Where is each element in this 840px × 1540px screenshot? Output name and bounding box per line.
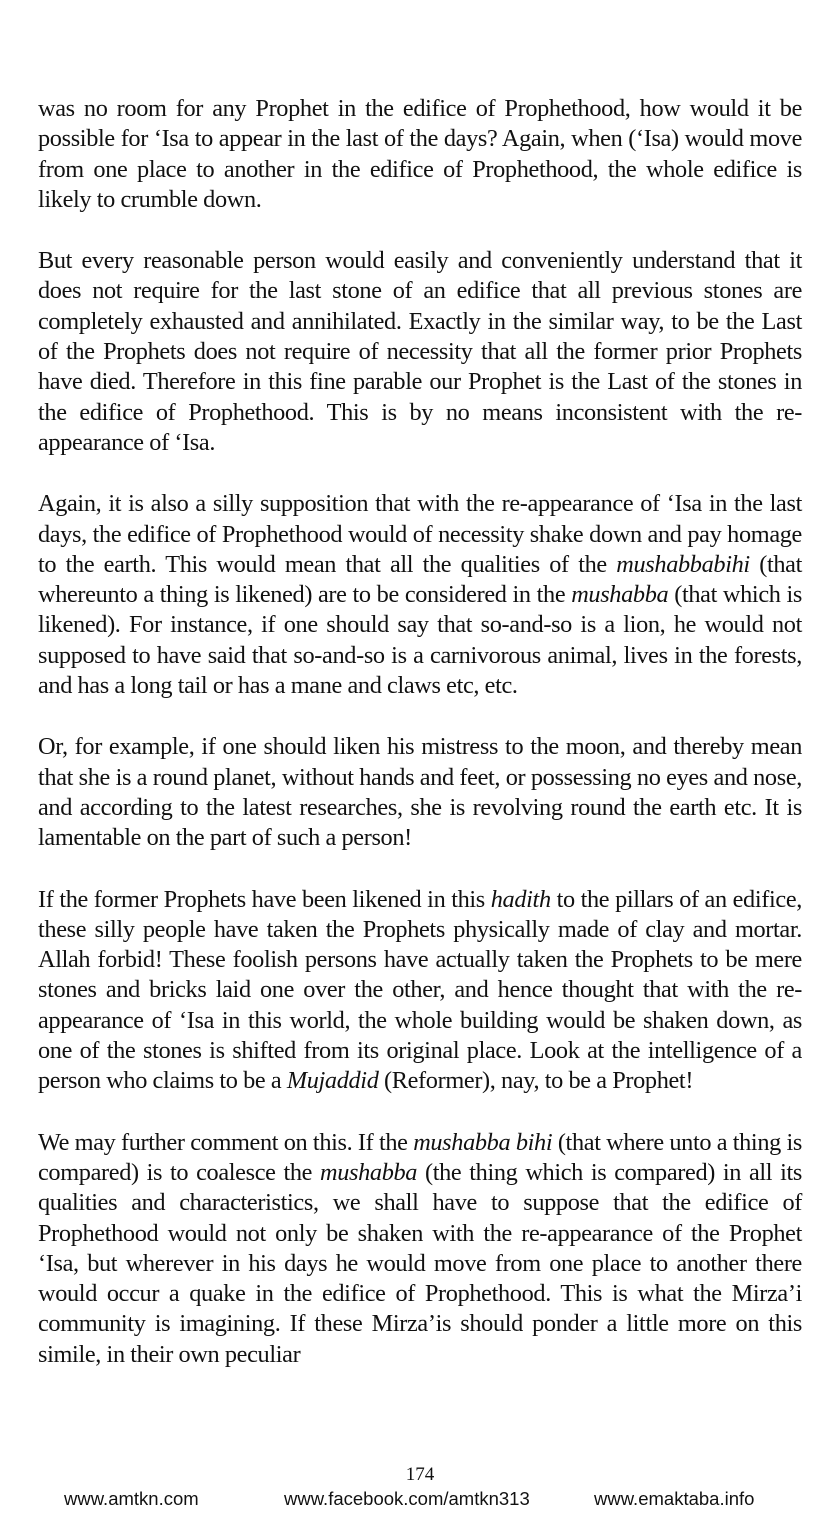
- text-run: (the thing which is compared) in all its qualities and characteristics, we shall have to suppose that the edifice of Prophethood would not only be shaken with the re-appearance of the Prophet ‘Isa, but wherever in his days he would move from one place to another there would occur a quake in the edifice of Prophethood. This is what the Mirza’i community is imagining. If these Mirza’is should ponder a little more on this simile, in their own peculiar: [38, 1158, 802, 1368]
- paragraph-5: [38, 885, 802, 1097]
- text-run: If the former Prophets have been likened in this: [38, 885, 491, 913]
- italic-term: mushabba: [571, 581, 669, 609]
- paragraph-4: [38, 732, 802, 853]
- text-run: (that where unto a thing is compared) is to coalesce the: [38, 1128, 802, 1186]
- paragraph-3: [38, 489, 802, 701]
- text-run: was no room for any Prophet in the edifice of Prophethood, how would it be possible for ‘Isa to appear in the last of the days? Again, when (‘Isa) would move from one place to another in the edifice of Prophethood, the whole edifice is likely to crumble down.: [38, 95, 802, 213]
- text-run: But every reasonable person would easily and conveniently understand that it does not require for the last stone of an edifice that all previous stones are completely exhausted and annihilated. Exactly in the similar way, to be the Last of the Prophets does not require of necessity that all the former prior Prophets have died. Therefore in this fine parable our Prophet is the Last of the stones in the edifice of Prophethood. This is by no means inconsistent with the re-appearance of ‘Isa.: [38, 247, 802, 456]
- italic-term: mushabbabihi: [616, 550, 750, 578]
- text-run: to the pillars of an edifice, these silly people have taken the Prophets physically made of clay and mortar. Allah forbid! These foolish persons have actually taken the Prophets to be mere stones and bricks laid one over the other, and hence thought that with the re-appearance of ‘Isa in this world, the whole building would be shaken down, as one of the stones is shifted from its original place. Look at the intelligence of a person who claims to be a: [38, 885, 802, 1095]
- footer: [0, 1488, 840, 1514]
- paragraph-2: [38, 246, 802, 458]
- text-run: (Reformer), nay, to be a Prophet!: [378, 1067, 694, 1095]
- text-run: (that which is likened). For instance, if one should say that so-and-so is a lion, he would not supposed to have said that so-and-so is a carnivorous animal, lives in the forests, and has a long tail or has a mane and claws etc, etc.: [38, 581, 802, 700]
- italic-term: mushabba: [320, 1158, 418, 1186]
- italic-term: mushabba bihi: [413, 1128, 553, 1156]
- text-run: Or, for example, if one should liken his mistress to the moon, and thereby mean that she is a round planet, without hands and feet, or possessing no eyes and nose, and according to the latest researches, she is revolving round the earth etc. It is lamentable on the part of such a person!: [38, 733, 802, 852]
- text-run: (that whereunto a thing is likened) are to be considered in the: [38, 550, 802, 609]
- page-number: 174: [405, 1464, 435, 1485]
- paragraph-6: [38, 1128, 802, 1370]
- footer-link-amtkn[interactable]: www.amtkn.com: [64, 1488, 199, 1509]
- paragraph-1: [38, 94, 802, 215]
- text-run: We may further comment on this. If the: [38, 1128, 414, 1156]
- italic-term: hadith: [490, 885, 551, 913]
- footer-link-facebook[interactable]: www.facebook.com/amtkn313: [284, 1488, 530, 1509]
- text-run: Again, it is also a silly supposition that with the re-appearance of ‘Isa in the last days, the edifice of Prophethood would of necessity shake down and pay homage to the earth. This would mean that all the qualities of the: [38, 490, 802, 578]
- body-text: [38, 94, 802, 1370]
- italic-term: Mujaddid: [286, 1067, 379, 1095]
- footer-link-emaktaba[interactable]: www.emaktaba.info: [594, 1488, 755, 1509]
